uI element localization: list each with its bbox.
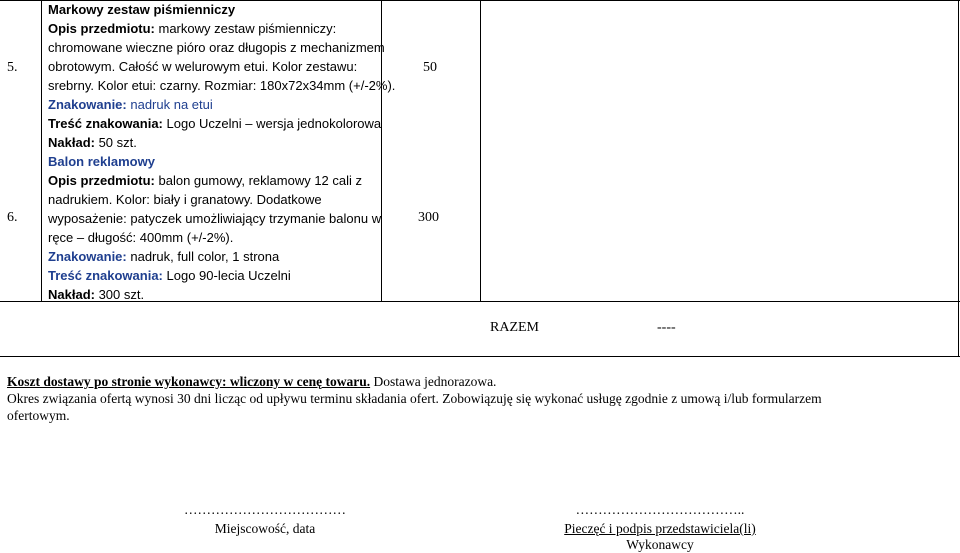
item-description-line: chromowane wieczne pióro oraz długopis z mechanizmem xyxy=(48,40,385,55)
offer-validity-line-cont: ofertowym. xyxy=(7,408,70,423)
item-title: Balon reklamowy xyxy=(48,154,155,169)
item-description-line: Opis przedmiotu: balon gumowy, reklamowy 12 cali z xyxy=(48,173,363,188)
contractor-label: Wykonawcy xyxy=(626,537,694,552)
item-description-line: obrotowym. Całość w welurowym etui. Kolor zestawu: xyxy=(48,59,358,74)
row-number: 5. xyxy=(7,60,18,75)
place-date-label: Miejscowość, data xyxy=(214,521,316,536)
item-description-line: srebrny. Kolor etui: czarny. Rozmiar: 180x72x34mm (+/-2%). xyxy=(48,78,396,93)
table-right-border xyxy=(958,0,959,356)
item-marking-content-line: Treść znakowania: Logo 90-lecia Uczelni xyxy=(48,268,291,283)
footer-terms xyxy=(7,373,953,424)
col-divider-qty xyxy=(480,0,481,301)
signature-left xyxy=(140,502,390,537)
quantity-cell: 50 xyxy=(423,60,437,75)
item-description-line: ręce – długość: 400mm (+/-2%). xyxy=(48,230,234,245)
row-number: 6. xyxy=(7,210,18,225)
item-description-line: wyposażenie: patyczek umożliwiający trzymanie balonu w xyxy=(48,211,382,226)
col-divider-num xyxy=(41,0,42,301)
signature-right xyxy=(530,502,790,553)
summary-value: ---- xyxy=(657,320,676,335)
offer-validity-line: Okres związania ofertą wynosi 30 dni licząc od upływu terminu składania ofert. Zobowiązuję się wykonać usługę zgodnie z umową i/lub formularzem xyxy=(7,391,822,406)
item-title: Markowy zestaw piśmienniczy xyxy=(48,2,236,17)
item-quantity-line: Nakład: 300 szt. xyxy=(48,287,145,302)
item-marking-line: Znakowanie: nadruk, full color, 1 strona xyxy=(48,249,280,264)
summary-label: RAZEM xyxy=(490,320,539,335)
delivery-line: Koszt dostawy po stronie wykonawcy: wliczony w cenę towaru. Dostawa jednorazowa. xyxy=(7,374,497,389)
item-description-line: Opis przedmiotu: markowy zestaw piśmienniczy: xyxy=(48,21,337,36)
stamp-signature-label: Pieczęć i podpis przedstawiciela(li) xyxy=(564,521,756,536)
description-cell xyxy=(48,0,423,304)
signature-dots: ……………………………… xyxy=(184,502,346,517)
item-quantity-line: Nakład: 50 szt. xyxy=(48,135,137,150)
item-marking-line: Znakowanie: nadruk na etui xyxy=(48,97,213,112)
summary-bottom-border xyxy=(0,356,960,357)
signature-dots: ……………………………….. xyxy=(575,502,745,517)
quantity-cell: 300 xyxy=(418,210,439,225)
item-marking-content-line: Treść znakowania: Logo Uczelni – wersja jednokolorowa xyxy=(48,116,382,131)
item-description-line: nadrukiem. Kolor: biały i granatowy. Dodatkowe xyxy=(48,192,322,207)
